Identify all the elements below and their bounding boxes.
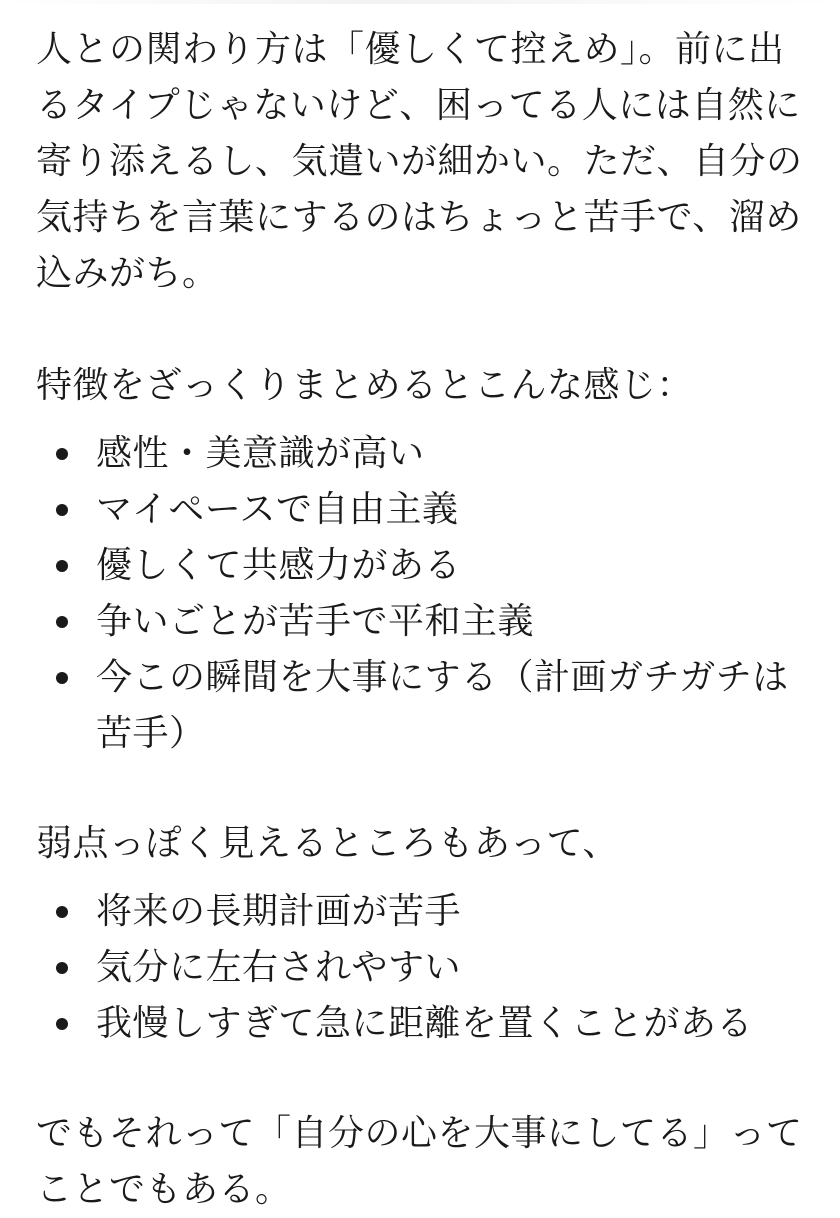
bullet-dot-icon bbox=[56, 448, 68, 460]
list-item bbox=[36, 996, 816, 1052]
list-item bbox=[36, 594, 816, 650]
traits-heading: 特徴をざっくりまとめるとこんな感じ： bbox=[36, 365, 694, 406]
intro-paragraph: 人との関わり方は「優しくて控えめ」。前に出るタイプじゃないけど、困ってる人には自然に寄り添えるし、気遣いが細かい。ただ、自分の気持ちを言葉にするのはちょっと苦手で、溜め込みがち。 bbox=[36, 29, 803, 294]
list-item bbox=[36, 650, 816, 762]
weakness-heading: 弱点っぽく見えるところもあって、 bbox=[36, 823, 619, 864]
list-item-text: 将来の長期計画が苦手 bbox=[96, 891, 462, 932]
list-item bbox=[36, 426, 816, 482]
list-item-text: 我慢しすぎて急に距離を置くことがある bbox=[96, 1003, 754, 1044]
list-item-text: マイペースで自由主義 bbox=[96, 489, 459, 530]
bullet-dot-icon bbox=[56, 504, 68, 516]
bullet-dot-icon bbox=[56, 616, 68, 628]
list-item bbox=[36, 482, 816, 538]
closing-paragraph: でもそれって「自分の心を大事にしてる」ってことでもある。 bbox=[36, 1113, 803, 1210]
list-item bbox=[36, 538, 816, 594]
bullet-dot-icon bbox=[56, 560, 68, 572]
list-item-text: 感性・美意識が高い bbox=[96, 433, 425, 474]
list-item bbox=[36, 884, 816, 940]
list-item-text: 優しくて共感力がある bbox=[96, 545, 462, 586]
bullet-dot-icon bbox=[56, 672, 68, 684]
traits-list bbox=[36, 426, 816, 762]
bullet-dot-icon bbox=[56, 906, 68, 918]
chat-message-body bbox=[36, 22, 816, 1218]
list-item-text: 今この瞬間を大事にする（計画ガチガチは苦手） bbox=[96, 657, 789, 754]
bullet-dot-icon bbox=[56, 1018, 68, 1030]
list-item-text: 争いごとが苦手で平和主義 bbox=[96, 601, 535, 642]
top-edge-fade bbox=[0, 0, 840, 4]
list-item-text: 気分に左右されやすい bbox=[96, 947, 462, 988]
bullet-dot-icon bbox=[56, 962, 68, 974]
weakness-list bbox=[36, 884, 816, 1052]
list-item bbox=[36, 940, 816, 996]
